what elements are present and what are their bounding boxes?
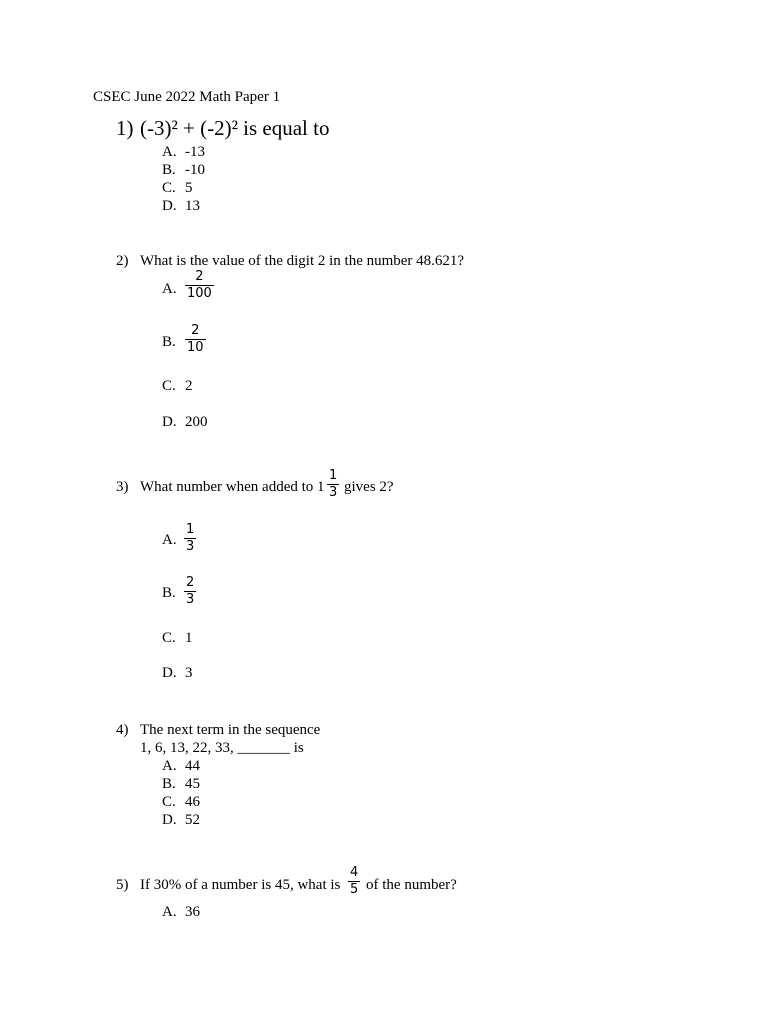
q1-option-d-value: 13 [185,198,200,214]
q3-option-d-letter: D. [162,665,177,681]
q5-option-a-value: 36 [185,904,200,920]
q2-option-b-fraction [185,324,206,355]
q3-number: 3) [116,479,129,495]
q5-fraction-numerator: 4 [350,865,359,880]
q1-number: 1) [116,116,134,140]
q3-option-b-letter: B. [162,585,176,601]
q1-option-b-value: -10 [185,162,205,178]
q4-option-a-value: 44 [185,758,200,774]
q3-text-after: gives 2? [344,479,394,495]
q1-option-c-value: 5 [185,180,193,196]
q2-option-a-denominator: 100 [187,286,212,301]
q3-fraction-numerator: 1 [329,468,338,483]
q1-option-b-letter: B. [162,162,176,178]
q3-option-a-fraction [184,523,196,554]
q2-option-b-numerator: 2 [191,323,200,338]
q2-option-a-letter: A. [162,281,177,297]
q2-option-c-letter: C. [162,378,176,394]
q3-option-d-value: 3 [185,665,193,681]
q2-option-d-value: 200 [185,414,208,430]
q4-number: 4) [116,722,129,738]
q5-option-a-letter: A. [162,904,177,920]
q1-text: (-3)² + (-2)² is equal to [140,116,330,140]
document-title: CSEC June 2022 Math Paper 1 [93,89,281,105]
q1-option-d-letter: D. [162,198,177,214]
q3-option-c-value: 1 [185,630,193,646]
q3-option-c-letter: C. [162,630,176,646]
q3-option-a-denominator: 3 [186,539,195,554]
q5-number: 5) [116,877,129,893]
q5-fraction-denominator: 5 [350,882,359,897]
q1-option-a-letter: A. [162,144,177,160]
q2-option-c-value: 2 [185,378,193,394]
q2-option-b-letter: B. [162,334,176,350]
q4-option-d-letter: D. [162,812,177,828]
q4-option-c-letter: C. [162,794,176,810]
q4-option-b-value: 45 [185,776,200,792]
q3-option-b-fraction [184,576,196,607]
q2-number: 2) [116,253,129,269]
q3-fraction-denominator: 3 [329,485,338,500]
q5-fraction [348,866,360,897]
q5-text-after: of the number? [366,877,457,893]
q3-mixed-fraction [327,469,339,500]
q4-text-line2: 1, 6, 13, 22, 33, _______ is [140,740,304,756]
q3-option-a-numerator: 1 [186,522,195,537]
q1-option-c-letter: C. [162,180,176,196]
q3-text-before: What number when added to 1 [140,479,325,495]
q2-option-d-letter: D. [162,414,177,430]
q1-option-a-value: -13 [185,144,205,160]
q2-text: What is the value of the digit 2 in the number 48.621? [140,253,465,269]
q3-option-b-numerator: 2 [186,575,195,590]
q3-option-a-letter: A. [162,532,177,548]
q4-option-b-letter: B. [162,776,176,792]
q4-option-c-value: 46 [185,794,200,810]
q4-text-line1: The next term in the sequence [140,722,321,738]
q4-option-a-letter: A. [162,758,177,774]
q2-option-a-fraction [185,270,214,301]
q4-option-d-value: 52 [185,812,200,828]
q2-option-a-numerator: 2 [195,269,204,284]
q5-text-before: If 30% of a number is 45, what is [140,877,341,893]
q3-option-b-denominator: 3 [186,592,195,607]
q2-option-b-denominator: 10 [187,340,204,355]
